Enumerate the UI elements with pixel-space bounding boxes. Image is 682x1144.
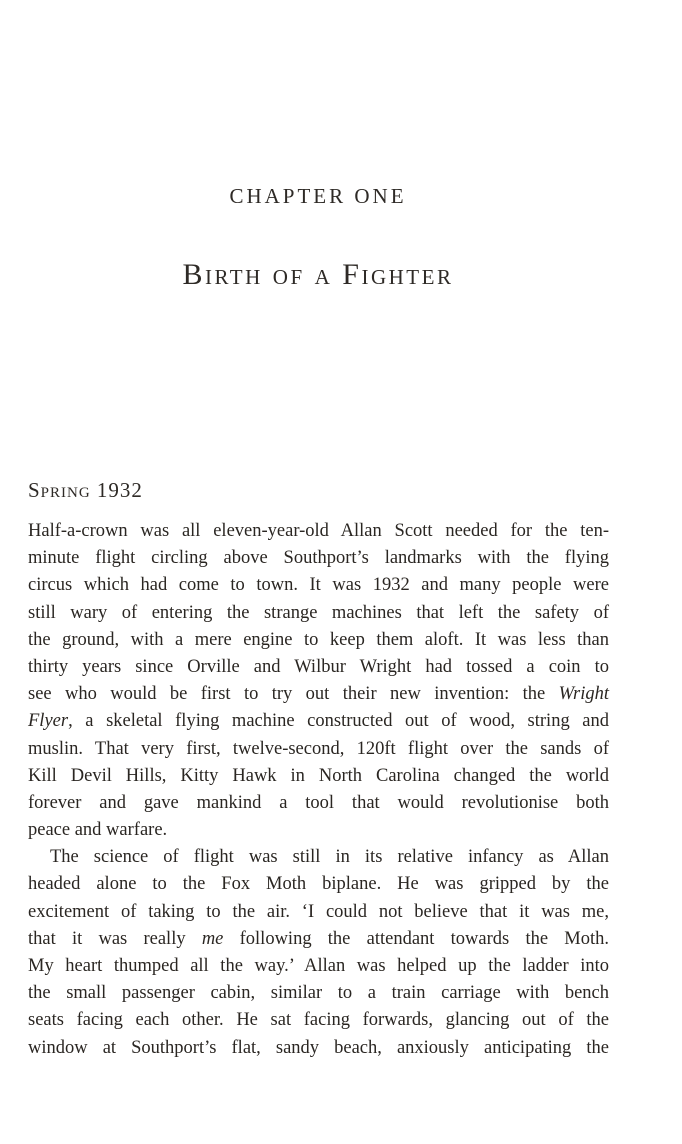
text-line: excitement of taking to the air. ‘I could not believe that it was me, — [28, 901, 609, 922]
text-line: window at Southport’s flat, sandy beach, anxiously anticipating the — [28, 1037, 609, 1058]
text-line: circus which had come to town. It was 1932 and many people were — [28, 575, 609, 596]
italic-text: Wright — [558, 684, 609, 705]
text-line: Kill Devil Hills, Kitty Hawk in North Carolina changed the world — [28, 765, 609, 786]
chapter-title: Birth of a Fighter — [182, 258, 454, 291]
italic-text: me — [185, 928, 240, 949]
text-line: see who would be first to try out their new invention: the Wright — [28, 684, 609, 705]
text-line: muslin. That very first, twelve-second, 120ft flight over the sands of — [28, 738, 609, 759]
body-text — [28, 518, 609, 1062]
text-line: peace and warfare. — [28, 820, 168, 841]
text-line: Flyer, a skeletal flying machine constructed out of wood, string and — [28, 711, 609, 732]
text-line: Half-a-crown was all eleven-year-old Allan Scott needed for the ten- — [28, 521, 609, 541]
text-line: The science of flight was still in its relative infancy as Allan — [50, 847, 609, 868]
chapter-label: CHAPTER ONE — [229, 184, 407, 208]
paragraph-2 — [28, 844, 609, 1062]
text-line: seats facing each other. He sat facing forwards, glancing out of the — [28, 1010, 609, 1031]
text-line: still wary of entering the strange machines that left the safety of — [28, 602, 609, 623]
section-heading: Spring 1932 — [28, 478, 143, 502]
text-line: that it was really me following the attendant towards the Moth. — [28, 928, 609, 949]
italic-text: Flyer — [28, 711, 69, 732]
text-line: forever and gave mankind a tool that would revolutionise both — [28, 792, 609, 813]
text-line: headed alone to the Fox Moth biplane. He was gripped by the — [28, 874, 609, 895]
text-line: minute flight circling above Southport’s landmarks with the flying — [28, 548, 609, 569]
text-line: the ground, with a mere engine to keep them aloft. It was less than — [28, 629, 609, 650]
paragraph-1 — [28, 518, 609, 844]
text-line: the small passenger cabin, similar to a train carriage with bench — [28, 983, 609, 1004]
text-line: My heart thumped all the way.’ Allan was helped up the ladder into — [28, 956, 609, 976]
text-line: thirty years since Orville and Wilbur Wright had tossed a coin to — [28, 656, 609, 677]
